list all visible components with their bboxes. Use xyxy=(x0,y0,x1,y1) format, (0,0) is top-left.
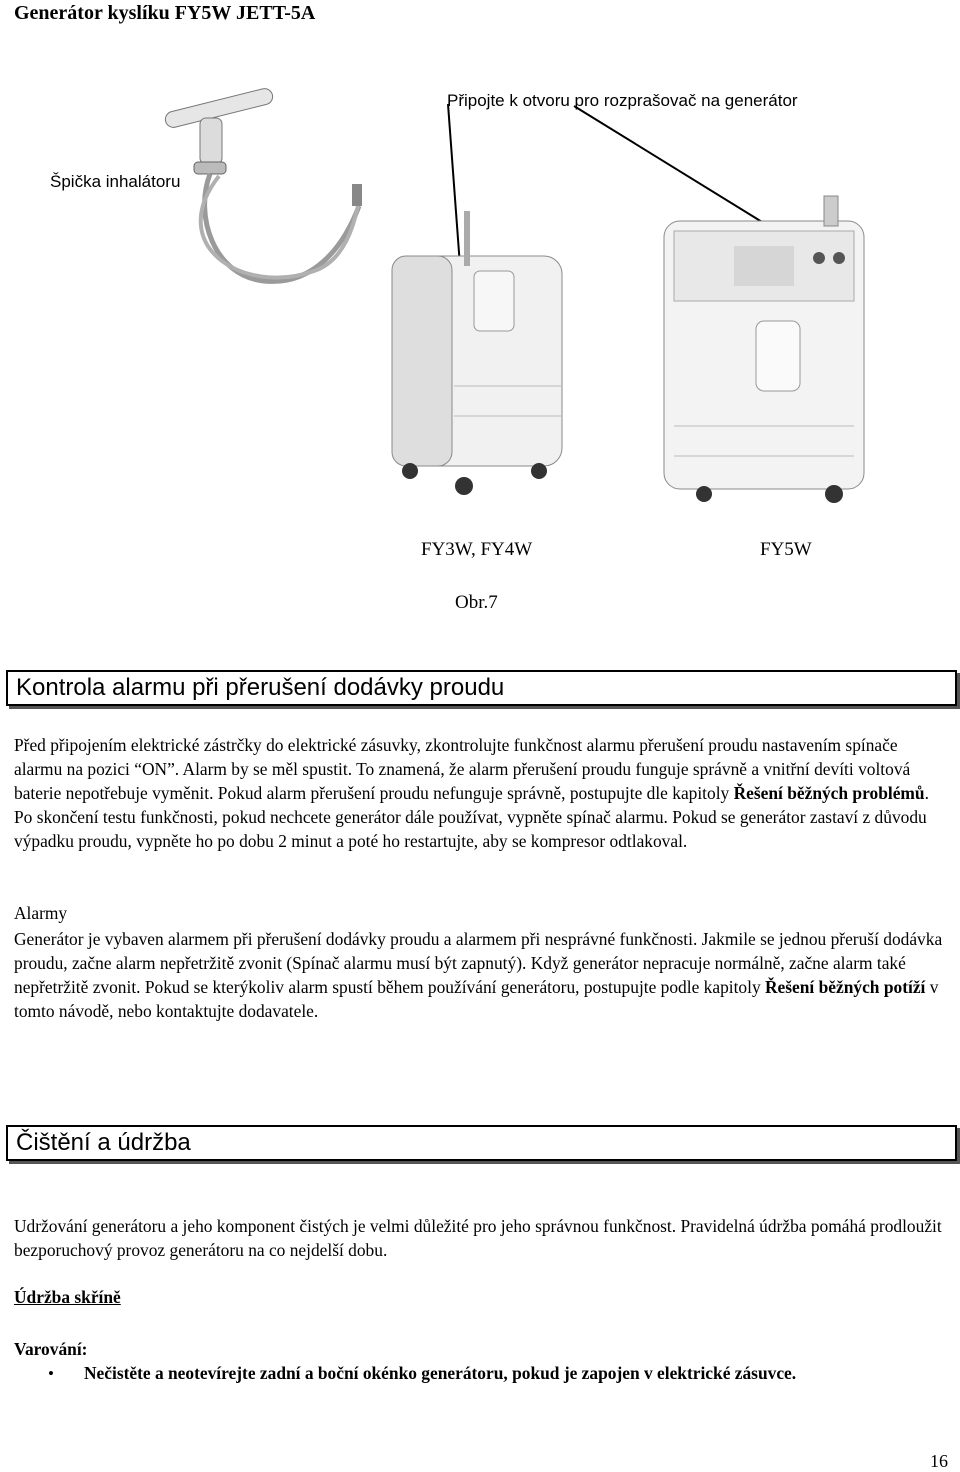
warning-title: Varování: xyxy=(14,1339,88,1359)
paragraph-alarms: Generátor je vybaven alarmem při přerušení dodávky proudu a alarmem při nesprávné funkčnosti. Jakmile se jednou přeruší dodávka proudu, začne alarm nepřetržitě zvonit (Spínač alarmu musí být zapnutý). Když generátor nepracuje normálně, začne alarm také nepřetržitě zvonit. Pokud se kterýkoliv alarm spustí během používání generátoru, postupujte podle kapitoly Řešení běžných potíží v tomto návodě, nebo kontaktujte dodavatele. xyxy=(14,929,943,1021)
label-connect-nebulizer: Připojte k otvoru pro rozprašovač na generátor xyxy=(447,91,798,110)
figure-number: Obr.7 xyxy=(455,592,498,613)
caption-fy5w: FY5W xyxy=(760,539,812,560)
ref-common-issues: Řešení běžných potíží xyxy=(765,977,926,997)
ref-common-problems: Řešení běžných problémů xyxy=(733,783,925,803)
bullet-icon: • xyxy=(48,1364,54,1383)
section-heading-cleaning: Čištění a údržba xyxy=(6,1125,957,1161)
paragraph-power-alarm-check: Před připojením elektrické zástrčky do elektrické zásuvky, zkontrolujte funkčnost alarmu přerušení proudu nastavením spínače alarmu na pozici “ON”. Alarm by se měl spustit. To znamená, že alarm přerušení proudu funguje správně a vnitřní devíti voltová baterie nepotřebuje vyměnit. Pokud alarm přerušení proudu nefunguje správně, postupujte dle kapitoly Řešení běžných problémů. Po skončení testu funkčnosti, pokud nechcete generátor dále používat, vypněte spínač alarmu. Pokud se generátor zastaví z důvodu výpadku proudu, vypněte ho po dobu 2 minut a poté ho restartujte, aby se kompresor odtlakoval. xyxy=(14,735,929,851)
section-heading-power-alarm: Kontrola alarmu při přerušení dodávky proudu xyxy=(6,670,957,706)
caption-fy3w-fy4w: FY3W, FY4W xyxy=(421,539,533,560)
oxygen-generator-figure xyxy=(14,66,950,536)
subheading-cabinet-maintenance: Údržba skříně xyxy=(14,1287,121,1307)
paragraph-cleaning: Udržování generátoru a jeho komponent čistých je velmi důležité pro jeho správnou funkčnost. Pravidelná údržba pomáhá prodloužit bezporuchový provoz generátoru na co nejdelší dobu. xyxy=(14,1216,942,1260)
fy5w-generator-icon xyxy=(664,196,864,503)
warning-bullet: Nečistěte a neotevírejte zadní a boční okénko generátoru, pokud je zapojen v elektrické zásuvce. xyxy=(84,1363,797,1383)
document-header: Generátor kyslíku FY5W JETT-5A xyxy=(14,2,316,24)
label-inhaler-tip: Špička inhalátoru xyxy=(50,172,181,191)
page-number: 16 xyxy=(930,1451,948,1471)
alarms-title: Alarmy xyxy=(14,903,68,923)
